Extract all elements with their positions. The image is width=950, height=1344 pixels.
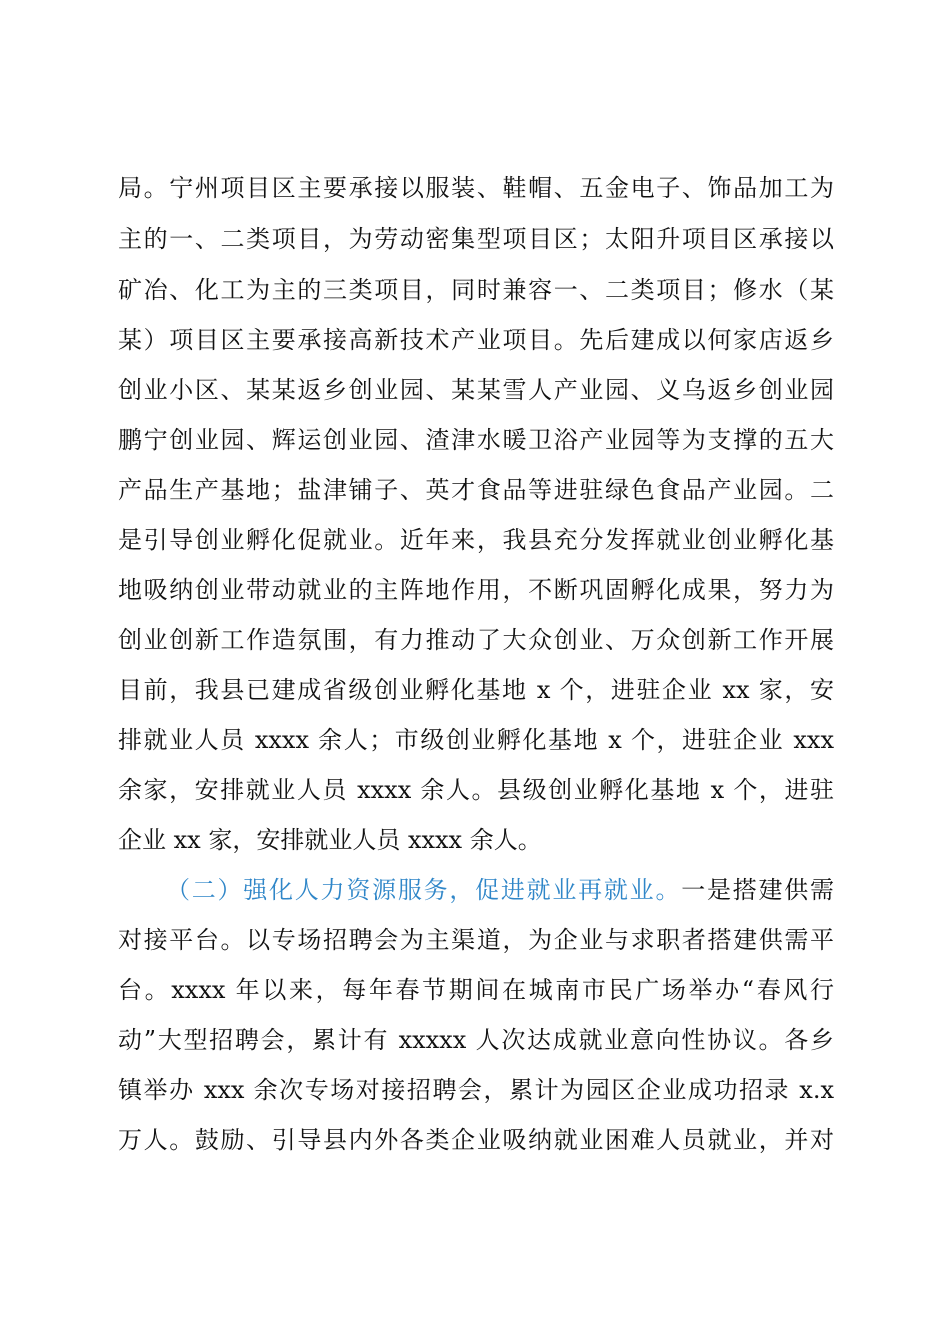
paragraph-line: 产品生产基地；盐津铺子、英才食品等进驻绿色食品产业园。二 <box>118 476 834 504</box>
paragraph-line: 对接平台。以专场招聘会为主渠道，为企业与求职者搭建供需平 <box>118 926 834 954</box>
paragraph-line: 创业小区、某某返乡创业园、某某雪人产业园、义乌返乡创业园 <box>118 376 834 404</box>
paragraph-line: 是引导创业孵化促就业。近年来，我县充分发挥就业创业孵化基 <box>118 526 834 554</box>
paragraph-line: 动”大型招聘会，累计有 xxxxx 人次达成就业意向性协议。各乡 <box>118 1026 834 1054</box>
paragraph-line: 镇举办 xxx 余次专场对接招聘会，累计为园区企业成功招录 x.x <box>118 1076 834 1104</box>
paragraph-line: 地吸纳创业带动就业的主阵地作用，不断巩固孵化成果，努力为 <box>118 576 834 604</box>
paragraph-line: 排就业人员 xxxx 余人；市级创业孵化基地 x 个，进驻企业 xxx <box>118 726 834 754</box>
paragraph-line: 台。xxxx 年以来，每年春节期间在城南市民广场举办“春风行 <box>118 976 834 1004</box>
section-heading-line <box>166 870 834 910</box>
section-heading: （二）强化人力资源服务，促进就业再就业。 <box>166 876 682 904</box>
section-heading-rest: 一是搭建供需 <box>681 876 835 904</box>
paragraph-line: 鹏宁创业园、辉运创业园、渣津水暖卫浴产业园等为支撑的五大 <box>118 426 834 454</box>
paragraph-line: 余家，安排就业人员 xxxx 余人。县级创业孵化基地 x 个，进驻 <box>118 776 834 804</box>
paragraph-line: 目前，我县已建成省级创业孵化基地 x 个，进驻企业 xx 家，安 <box>118 676 834 704</box>
paragraph-line: 创业创新工作造氛围，有力推动了大众创业、万众创新工作开展 <box>118 626 834 654</box>
paragraph-line: 某）项目区主要承接高新技术产业项目。先后建成以何家店返乡 <box>118 326 834 354</box>
paragraph-line: 万人。鼓励、引导县内外各类企业吸纳就业困难人员就业，并对 <box>118 1126 834 1154</box>
paragraph-line: 矿冶、化工为主的三类项目，同时兼容一、二类项目；修水（某 <box>118 276 834 304</box>
paragraph-line: 主的一、二类项目，为劳动密集型项目区；太阳升项目区承接以 <box>118 225 834 253</box>
paragraph-line: 局。宁州项目区主要承接以服装、鞋帽、五金电子、饰品加工为 <box>118 174 834 202</box>
paragraph-line: 企业 xx 家，安排就业人员 xxxx 余人。 <box>118 826 542 854</box>
